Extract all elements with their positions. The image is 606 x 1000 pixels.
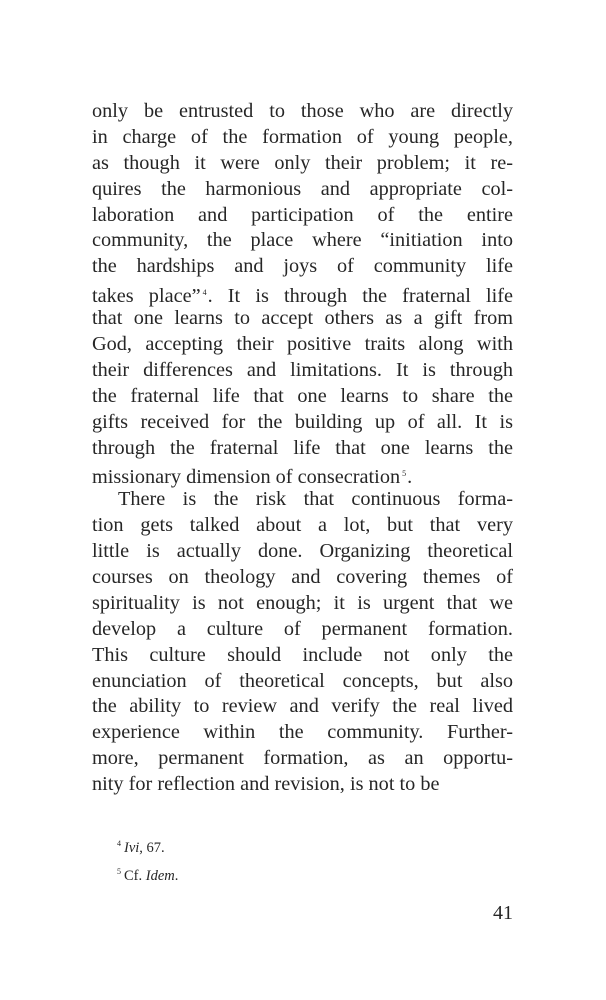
- line-text: community, the place where “initiation into: [92, 229, 513, 252]
- footnote-citation: Idem: [145, 868, 175, 884]
- text-line: [92, 591, 513, 617]
- footnotes: [117, 832, 178, 888]
- line-text: experience within the community. Further-: [92, 721, 513, 744]
- line-text: courses on theology and covering themes of: [92, 566, 513, 589]
- text-line: [92, 487, 513, 513]
- text-line: [92, 410, 513, 436]
- line-text: their differences and limitations. It is through: [92, 358, 513, 381]
- line-text: gifts received for the building up of all. It is: [92, 410, 513, 433]
- line-text: as though it were only their problem; it re-: [92, 151, 513, 174]
- text-line: [92, 617, 513, 643]
- line-text-continued: . It is through the fraternal life: [207, 285, 513, 308]
- text-line: [92, 151, 513, 177]
- footnote-reference[interactable]: 5: [402, 469, 407, 479]
- line-text-continued: .: [407, 466, 413, 489]
- line-text: the ability to review and verify the real lived: [92, 695, 513, 718]
- line-text: God, accepting their positive traits along with: [92, 333, 513, 356]
- line-text: only be entrusted to those who are directly: [92, 100, 513, 122]
- text-line: [92, 436, 513, 462]
- line-text: through the fraternal life that one learns the: [92, 436, 513, 459]
- body-text: [92, 99, 513, 798]
- line-text: tion gets talked about a lot, but that very: [92, 514, 513, 537]
- line-text: little is actually done. Organizing theoretical: [92, 540, 513, 563]
- text-line: [92, 720, 513, 746]
- line-text: takes place”: [92, 285, 201, 308]
- text-line: [92, 669, 513, 695]
- line-text: There is the risk that continuous forma-: [118, 488, 513, 511]
- text-line: [92, 306, 513, 332]
- footnote-4: [117, 832, 178, 860]
- text-line: [92, 746, 513, 772]
- paragraph: [92, 99, 513, 487]
- text-line: [92, 513, 513, 539]
- line-text: quires the harmonious and appropriate col-: [92, 177, 513, 200]
- line-text: nity for reflection and revision, is not to be: [92, 773, 440, 796]
- text-line: [92, 280, 513, 306]
- footnote-number: 5: [117, 867, 121, 876]
- line-text: missionary dimension of consecration: [92, 466, 401, 489]
- text-line: [92, 772, 513, 798]
- text-line: [92, 203, 513, 229]
- text-line: [92, 565, 513, 591]
- text-line: [92, 125, 513, 151]
- text-line: [92, 332, 513, 358]
- footnote-citation-rest: .: [174, 868, 179, 884]
- text-line: [92, 539, 513, 565]
- line-text: that one learns to accept others as a gift from: [92, 307, 513, 330]
- line-text: the hardships and joys of community life: [92, 255, 513, 278]
- line-text: enunciation of theoretical concepts, but also: [92, 669, 513, 692]
- text-line: [92, 694, 513, 720]
- line-text: develop a culture of permanent formation.: [92, 617, 513, 640]
- text-line: [92, 99, 513, 125]
- text-line: [92, 358, 513, 384]
- text-line: [92, 177, 513, 203]
- text-line: [92, 461, 513, 487]
- line-text: more, permanent formation, as an opportu-: [92, 747, 513, 770]
- text-line: [92, 228, 513, 254]
- text-line: [92, 384, 513, 410]
- footnote-citation-rest: , 67.: [139, 840, 165, 856]
- text-line: [92, 254, 513, 280]
- line-text: the fraternal life that one learns to share the: [92, 384, 513, 407]
- line-text: This culture should include not only the: [92, 643, 513, 666]
- footnote-prefix: Cf.: [124, 868, 146, 884]
- paragraph: [92, 487, 513, 798]
- footnote-5: [117, 860, 178, 888]
- line-text: spirituality is not enough; it is urgent that we: [92, 591, 513, 614]
- footnote-reference[interactable]: 4: [202, 288, 207, 298]
- text-line: [92, 643, 513, 669]
- footnote-citation: Ivi: [124, 840, 140, 856]
- footnote-number: 4: [117, 839, 121, 848]
- page-number: 41: [493, 902, 513, 924]
- line-text: laboration and participation of the entire: [92, 203, 513, 226]
- line-text: in charge of the formation of young people,: [92, 125, 513, 148]
